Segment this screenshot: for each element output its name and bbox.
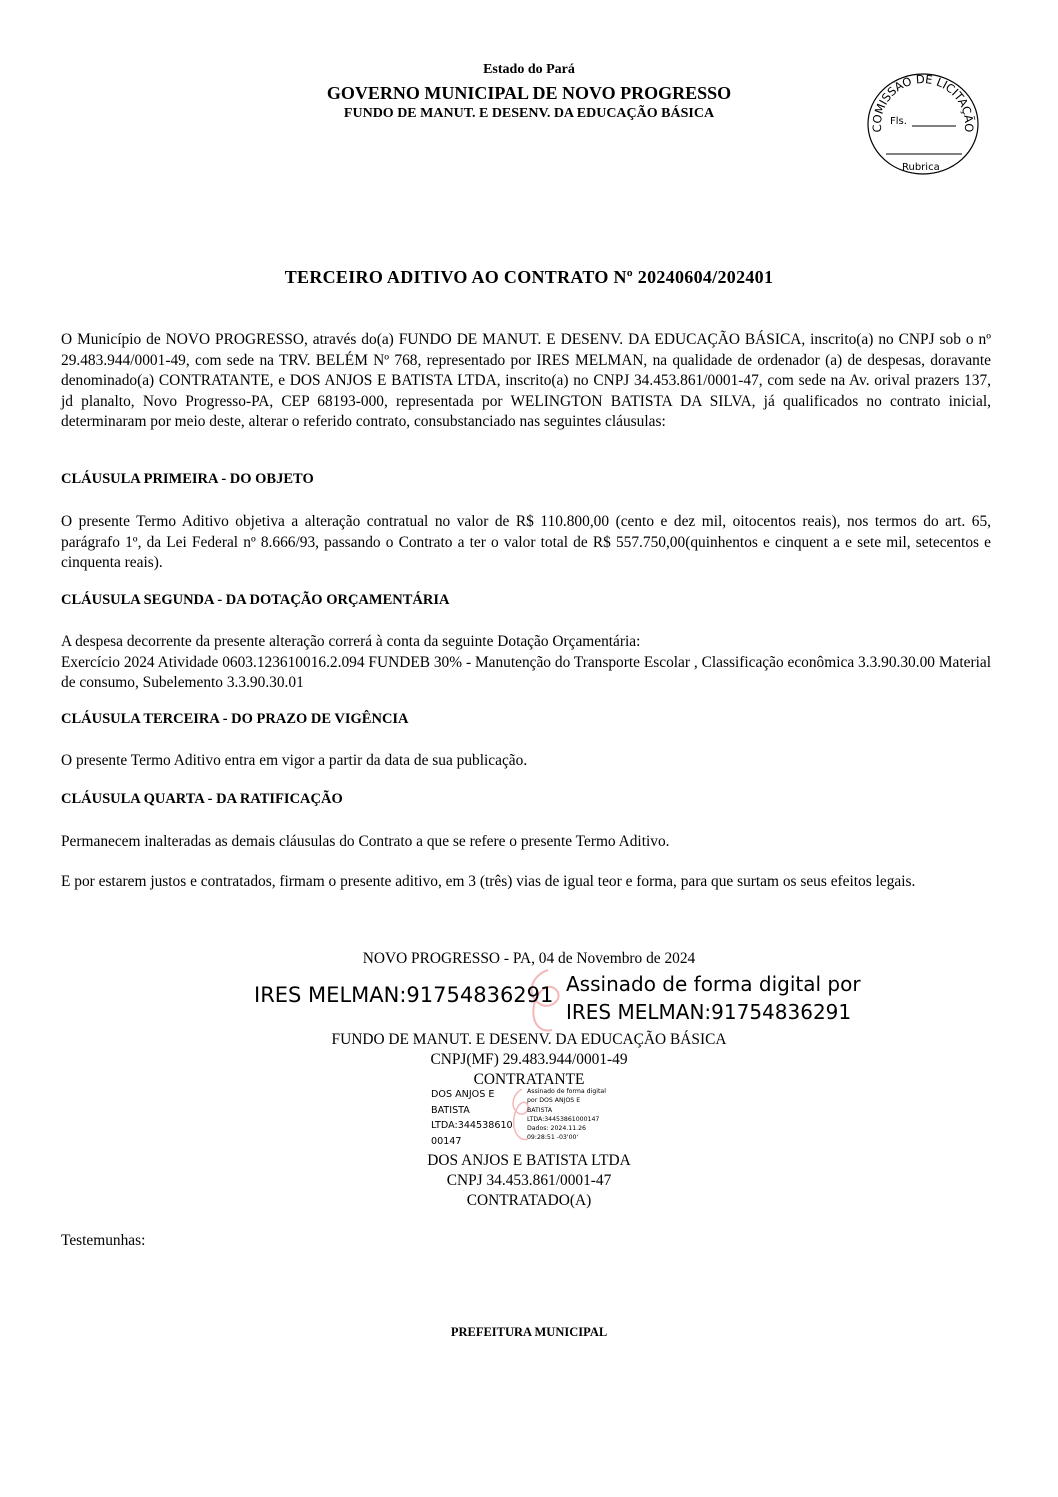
signature-2-name <box>431 1087 525 1149</box>
signature-2-info-line: Dados: 2024.11.26 <box>527 1125 586 1133</box>
licitacao-stamp <box>866 72 980 176</box>
signature-2-info-line: por DOS ANJOS E <box>527 1097 581 1105</box>
signature-1-info <box>566 970 861 1026</box>
contratado-cnpj: CNPJ 34.453.861/0001-47 <box>446 1172 612 1189</box>
contratante-fund: FUNDO DE MANUT. E DESENV. DA EDUCAÇÃO BÁSICA <box>331 1031 727 1048</box>
clause-4-heading: CLÁUSULA QUARTA - DA RATIFICAÇÃO <box>61 791 343 807</box>
clause-1-text: O presente Termo Aditivo objetiva a alteração contratual no valor de R$ 110.800,00 (cento e dez mil, oitocentos reais), nos termos do art. 65, parágrafo 1º, da Lei Federal nº 8.666/93, passando o Contrato a ter o valor total de R$ 557.750,00(quinhentos e cinquent a e sete mil, setecentos e cinquenta reais). <box>61 513 991 571</box>
signature-2-name-line: 00147 <box>431 1135 462 1147</box>
signature-1-info-line-2: IRES MELMAN:91754836291 <box>566 1000 852 1024</box>
clause-2-text-line-1: A despesa decorrente da presente alteração correrá à conta da seguinte Dotação Orçamentária: <box>61 633 641 650</box>
signature-1-name: IRES MELMAN:91754836291 <box>254 983 554 1007</box>
contratado-role: CONTRATADO(A) <box>466 1192 592 1209</box>
footer-prefeitura: PREFEITURA MUNICIPAL <box>450 1325 608 1339</box>
signature-2-name-line: DOS ANJOS E <box>431 1089 495 1100</box>
svg-text:COMISSÃO DE LICITAÇÃO <box>870 72 977 133</box>
contratante-role: CONTRATANTE <box>473 1071 585 1088</box>
signature-2-info <box>527 1087 637 1143</box>
clause-2-text-line-2: Exercício 2024 Atividade 0603.123610016.2.094 FUNDEB 30% - Manutenção do Transporte Escolar , Classificação econômica 3.3.90.30.00 Material de consumo, Subelemento 3.3.90.30.01 <box>61 653 991 691</box>
clause-4-text: Permanecem inalteradas as demais cláusulas do Contrato a que se refere o presente Termo Aditivo. <box>61 833 670 850</box>
header-government: GOVERNO MUNICIPAL DE NOVO PROGRESSO <box>326 83 732 103</box>
witnesses-label: Testemunhas: <box>61 1232 146 1249</box>
document-title: TERCEIRO ADITIVO AO CONTRATO Nº 20240604/202401 <box>284 267 774 287</box>
place-date: NOVO PROGRESSO - PA, 04 de Novembro de 2024 <box>362 950 696 967</box>
signature-2-info-line: LTDA:34453861000147 <box>527 1115 600 1123</box>
clause-2-text <box>61 632 991 694</box>
closing-paragraph: E por estarem justos e contratados, firmam o presente aditivo, em 3 (três) vias de igual teor e forma, para que surtam os seus efeitos legais. <box>61 873 916 890</box>
signature-1-info-line-1: Assinado de forma digital por <box>566 972 861 996</box>
clause-1-heading: CLÁUSULA PRIMEIRA - DO OBJETO <box>61 471 314 487</box>
contratante-cnpj: CNPJ(MF) 29.483.944/0001-49 <box>430 1051 628 1068</box>
clause-3-text: O presente Termo Aditivo entra em vigor a partir da data de sua publicação. <box>61 752 528 769</box>
stamp-fls-label: Fls. <box>890 116 907 127</box>
signature-2-info-line: 09:28:51 -03'00' <box>527 1134 579 1142</box>
header-state: Estado do Pará <box>483 62 575 77</box>
clause-2-heading: CLÁUSULA SEGUNDA - DA DOTAÇÃO ORÇAMENTÁRIA <box>61 592 450 608</box>
signature-2-info-line: BATISTA <box>527 1106 553 1114</box>
signature-2-name-line: LTDA:344538610 <box>431 1120 513 1131</box>
signature-2-info-line: Assinado de forma digital <box>527 1088 606 1095</box>
header-fund: FUNDO DE MANUT. E DESENV. DA EDUCAÇÃO BÁSICA <box>343 106 715 121</box>
signature-2-name-line: BATISTA <box>431 1104 470 1116</box>
stamp-ring-text: COMISSÃO DE LICITAÇÃO <box>869 72 977 133</box>
stamp-rubrica-label: Rubrica <box>902 162 940 173</box>
clause-3-heading: CLÁUSULA TERCEIRA - DO PRAZO DE VIGÊNCIA <box>61 711 409 727</box>
contratado-name: DOS ANJOS E BATISTA LTDA <box>427 1152 631 1169</box>
intro-paragraph: O Município de NOVO PROGRESSO, através do(a) FUNDO DE MANUT. E DESENV. DA EDUCAÇÃO BÁSICA, inscrito(a) no CNPJ sob o nº 29.483.944/0001-49, com sede na TRV. BELÉM Nº 768, representado por IRES MELMAN, na qualidade de ordenador (a) de despesas, doravante denominado(a) CONTRATANTE, e DOS ANJOS E BATISTA LTDA, inscrito(a) no CNPJ 34.453.861/0001-47, com sede na Av. orival prazers 137, jd planalto, Novo Progresso-PA, CEP 68193-000, representada por WELINGTON BATISTA DA SILVA, já qualificados no contrato inicial, determinaram por meio deste, alterar o referido contrato, consubstanciado nas seguintes cláusulas: <box>61 331 991 430</box>
